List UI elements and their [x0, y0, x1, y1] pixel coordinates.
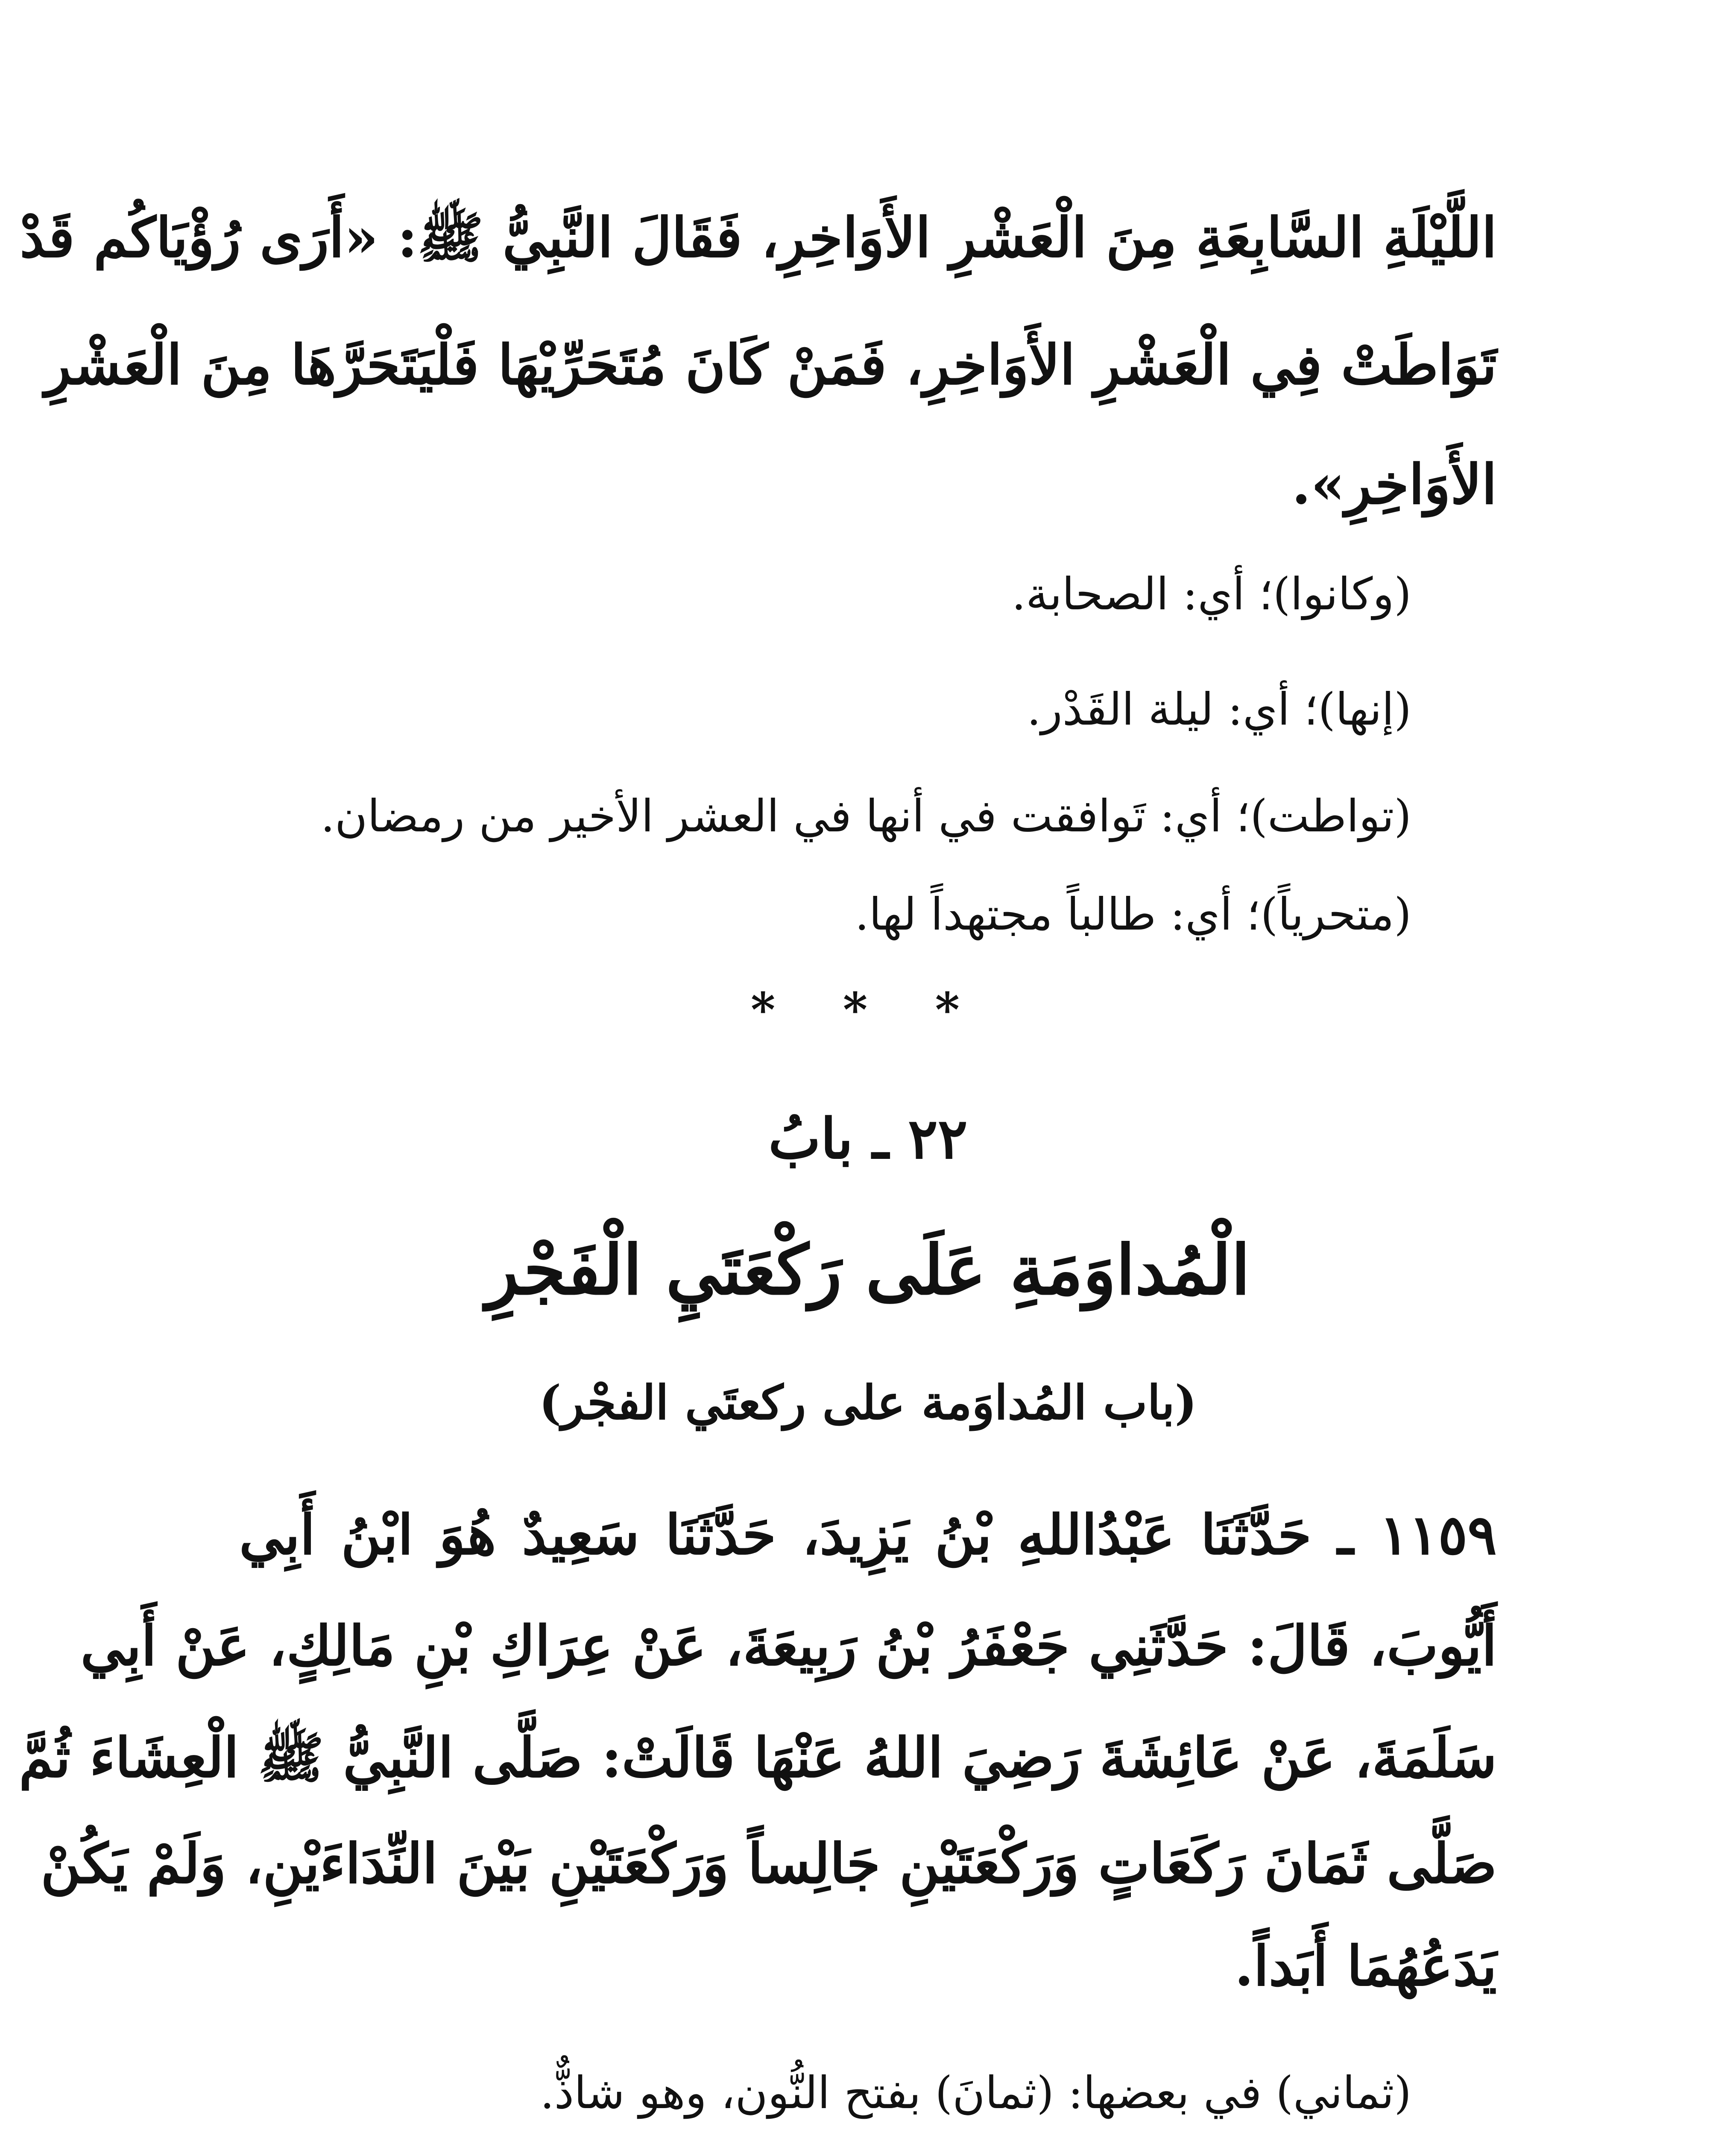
hadith-text-line: ١١٥٩ ـ حَدَّثَنَا عَبْدُاللهِ بْنُ يَزِيدَ، حَدَّثَنَا سَعِيدٌ هُوَ ابْنُ أَبِي [239, 1503, 1497, 1567]
hadith-text-line: الأَوَاخِرِ». [1291, 453, 1497, 517]
commentary-line: (متحرياً)؛ أي: طالباً مجتهداً لها. [855, 888, 1411, 940]
hadith-text-line: اللَّيْلَةِ السَّابِعَةِ مِنَ الْعَشْرِ الأَوَاخِرِ، فَقَالَ النَّبِيُّ ﷺ: «أَرَى رُؤْيَاكُم قَدْ [20, 206, 1497, 270]
commentary-line: (تواطت)؛ أي: تَوافقت في أنها في العشر الأخير من رمضان. [320, 790, 1411, 842]
hadith-text-line: صَلَّى ثَمَانَ رَكَعَاتٍ وَرَكْعَتَيْنِ جَالِساً وَرَكْعَتَيْنِ بَيْنَ النِّدَاءَيْنِ، وَلَمْ يَكُنْ [41, 1832, 1497, 1896]
hadith-text-line: تَوَاطَتْ فِي الْعَشْرِ الأَوَاخِرِ، فَمَنْ كَانَ مُتَحَرِّيْهَا فَلْيَتَحَرَّهَا مِنَ الْعَشْرِ [44, 333, 1497, 397]
hadith-text-line: أَيُّوبَ، قَالَ: حَدَّثَنِي جَعْفَرُ بْنُ رَبِيعَةَ، عَنْ عِرَاكِ بْنِ مَالِكٍ، عَنْ أَبِي [80, 1614, 1497, 1678]
commentary-line: (ثماني) في بعضها: (ثمانَ) بفتح النُّون، وهو شاذٌّ. [540, 2067, 1411, 2119]
commentary-line: (وكانوا)؛ أي: الصحابة. [1012, 568, 1411, 620]
hadith-text-line: يَدَعُهُمَا أَبَداً. [1234, 1934, 1497, 1998]
chapter-number: ٢٢ ـ بابُ [768, 1106, 968, 1171]
chapter-subtitle: (باب المُداوَمة على ركعتَي الفجْر) [539, 1375, 1197, 1430]
commentary-line: (إنها)؛ أي: ليلة القَدْر. [1027, 683, 1411, 735]
section-separator: * * * [750, 982, 986, 1037]
chapter-title: الْمُداوَمَةِ عَلَى رَكْعَتَيِ الْفَجْرِ [486, 1230, 1250, 1310]
hadith-text-line: سَلَمَةَ، عَنْ عَائِشَةَ رَضِيَ اللهُ عَنْهَا قَالَتْ: صَلَّى النَّبِيُّ ﷺ الْعِشَاءَ ثُمَّ [19, 1726, 1497, 1790]
